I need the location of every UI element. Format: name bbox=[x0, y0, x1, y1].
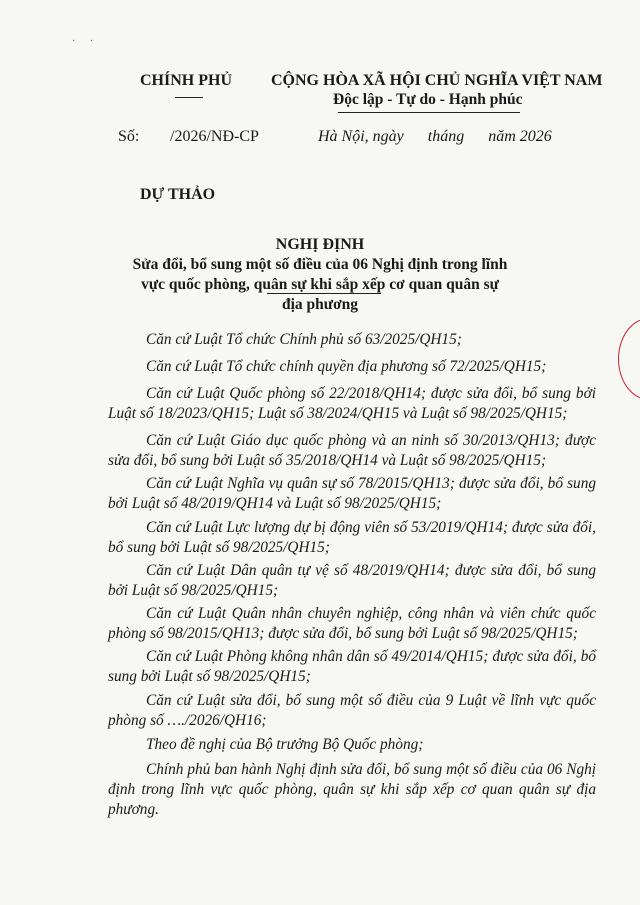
subtitle-underline bbox=[267, 293, 381, 294]
place-and-date: Hà Nội, ngày tháng năm 2026 bbox=[318, 128, 552, 145]
legal-basis-item: Căn cứ Luật Tổ chức chính quyền địa phương số 72/2025/QH15; bbox=[146, 358, 547, 375]
legal-basis-item: Căn cứ Luật sửa đổi, bổ sung một số điều của 9 Luật về lĩnh vực quốc phòng số …./2026/QH16; bbox=[108, 692, 596, 729]
document-type-title: NGHỊ ĐỊNH bbox=[275, 236, 365, 253]
red-stamp-edge bbox=[618, 318, 640, 400]
national-motto: Độc lập - Tự do - Hạnh phúc bbox=[333, 91, 523, 108]
legal-basis-item: Theo đề nghị của Bộ trưởng Bộ Quốc phòng; bbox=[146, 736, 424, 753]
motto-underline bbox=[338, 112, 520, 113]
legal-basis-item: Căn cứ Luật Nghĩa vụ quân sự số 78/2015/QH13; được sửa đổi, bổ sung bởi Luật số 48/2019/QH14 và Luật số 98/2025/QH15; bbox=[108, 475, 596, 512]
legal-basis-item: Căn cứ Luật Quốc phòng số 22/2018/QH14; được sửa đổi, bổ sung bởi Luật số 18/2023/QH15; Luật số 38/2024/QH15 và Luật số 98/2025/QH15; bbox=[108, 385, 596, 422]
document-number: /2026/NĐ-CP bbox=[170, 128, 259, 145]
legal-basis-item: Căn cứ Luật Quân nhân chuyên nghiệp, công nhân và viên chức quốc phòng số 98/2015/QH13; được sửa đổi, bổ sung bởi Luật số 98/2025/QH15; bbox=[108, 605, 596, 642]
promulgation-statement: Chính phủ ban hành Nghị định sửa đổi, bổ sung một số điều của 06 Nghị định trong lĩnh vực quốc phòng, quân sự khi sắp xếp cơ quan quân sự địa phương. bbox=[108, 761, 596, 818]
legal-basis-item: Căn cứ Luật Dân quân tự vệ số 48/2019/QH14; được sửa đổi, bổ sung bởi Luật số 98/2025/QH15; bbox=[108, 562, 596, 599]
draft-label: DỰ THẢO bbox=[140, 186, 216, 203]
legal-basis-item: Căn cứ Luật Phòng không nhân dân số 49/2014/QH15; được sửa đổi, bổ sung bởi Luật số 98/2025/QH15; bbox=[108, 648, 596, 685]
legal-basis-item: Căn cứ Luật Lực lượng dự bị động viên số 53/2019/QH14; được sửa đổi, bổ sung bởi Luật số 98/2025/QH15; bbox=[108, 519, 596, 556]
document-subtitle: Sửa đổi, bổ sung một số điều của 06 Nghị định trong lĩnh vực quốc phòng, quân sự khi sắp xếp cơ quan quân sự địa phương bbox=[132, 256, 508, 313]
scan-marks: · · bbox=[72, 36, 100, 47]
document-number-label: Số: bbox=[118, 128, 140, 145]
legal-basis-item: Căn cứ Luật Giáo dục quốc phòng và an ninh số 30/2013/QH13; được sửa đổi, bổ sung bởi Luật số 35/2018/QH14 và Luật số 98/2025/QH15; bbox=[108, 432, 596, 469]
issuing-agency: CHÍNH PHỦ bbox=[140, 72, 232, 89]
country-name: CỘNG HÒA XÃ HỘI CHỦ NGHĨA VIỆT NAM bbox=[271, 72, 603, 89]
legal-basis-item: Căn cứ Luật Tổ chức Chính phủ số 63/2025/QH15; bbox=[146, 331, 462, 348]
agency-underline bbox=[175, 97, 203, 98]
